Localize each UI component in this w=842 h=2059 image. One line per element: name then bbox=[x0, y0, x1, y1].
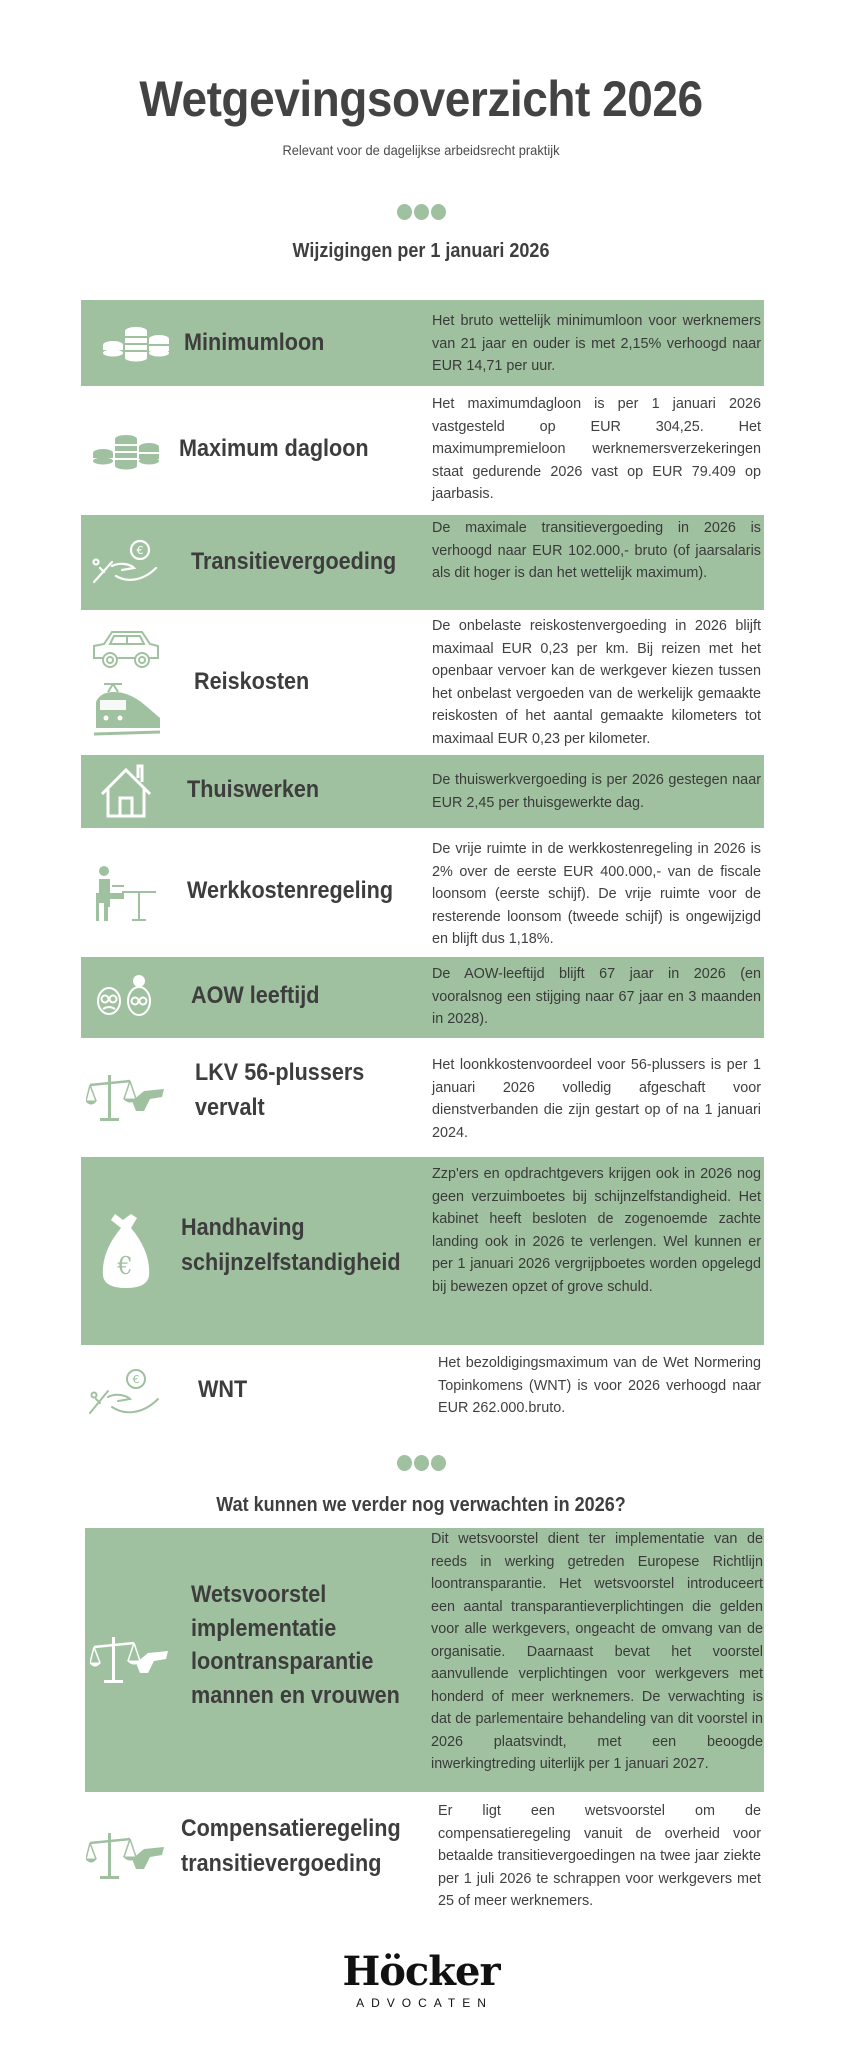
scales-hand-icon bbox=[85, 1528, 175, 1792]
item-reiskosten bbox=[81, 610, 764, 755]
train-icon bbox=[90, 682, 162, 738]
car-train-icon bbox=[81, 610, 171, 755]
car-icon bbox=[90, 628, 162, 670]
hand-coin-icon bbox=[81, 1345, 171, 1440]
page-subtitle: Relevant voor de dagelijkse arbeidsrecht praktijk bbox=[282, 142, 560, 158]
item-title: Transitievergoeding bbox=[191, 548, 397, 575]
divider-dots bbox=[0, 1455, 842, 1471]
item-title: Wetsvoorstel implementatie loontransparantie mannen en vrouwen bbox=[191, 1581, 400, 1709]
item-title: Compensatieregeling transitievergoeding bbox=[181, 1815, 401, 1877]
item-wnt bbox=[81, 1345, 764, 1440]
dot-icon bbox=[431, 204, 446, 220]
dot-icon bbox=[397, 1455, 412, 1471]
item-description: Het bezoldigingsmaximum van de Wet Normering Topinkomens (WNT) is voor 2026 verhoogd naar EUR 262.000.bruto. bbox=[438, 1355, 761, 1416]
section-heading-changes: Wijzigingen per 1 januari 2026 bbox=[292, 240, 550, 262]
house-icon bbox=[81, 755, 171, 828]
item-description: Het maximumdagloon is per 1 januari 2026 vastgesteld op EUR 304,25. Het maximumpremieloon werknemersverzekeringen staat gedurende 2026 vast op EUR 79.409 op jaarbasis. bbox=[432, 396, 761, 502]
dot-icon bbox=[414, 1455, 429, 1471]
svg-text:€: € bbox=[132, 1372, 140, 1386]
item-description: De AOW-leeftijd blijft 67 jaar in 2026 (en vooralsnog een stijging naar 67 jaar en 3 maanden in 2028). bbox=[432, 966, 761, 1027]
item-description: De vrije ruimte in de werkkostenregeling in 2026 is 2% over de eerste EUR 400.000,- van de fiscale loonsom (eerste schijf). De vrije ruimte voor de resterende loonsom (tweede schijf) is ongewijzigd en blijft dus 1,18%. bbox=[432, 841, 761, 947]
item-description: Het bruto wettelijk minimumloon voor werknemers van 21 jaar en ouder is met 2,15% verhoogd naar EUR 14,71 per uur. bbox=[432, 313, 761, 374]
dot-icon bbox=[414, 204, 429, 220]
item-description: Er ligt een wetsvoorstel om de compensatieregeling vanuit de overheid voor betaalde transitievergoedingen na twee jaar ziekte per 1 juli 2026 te schrappen voor werkgevers met 25 of meer werknemers. bbox=[438, 1803, 761, 1909]
item-description: Het loonkkostenvoordeel voor 56-plussers is per 1 januari 2026 volledig afgeschaft voor dienstverbanden die zijn gestart op of na 1 januari 2024. bbox=[432, 1057, 761, 1141]
coins-icon bbox=[91, 300, 181, 386]
item-title: Handhaving schijnzelfstandigheid bbox=[181, 1214, 401, 1276]
scales-hand-icon bbox=[81, 1792, 171, 1920]
divider-dots bbox=[0, 204, 842, 220]
item-title: Maximum dagloon bbox=[179, 435, 369, 462]
item-wetsvoorstel-loontransparantie bbox=[85, 1528, 764, 1792]
desk-worker-icon bbox=[81, 828, 171, 957]
item-minimumloon bbox=[81, 300, 764, 386]
item-title: LKV 56-plussers vervalt bbox=[195, 1059, 365, 1121]
item-description: Zzp'ers en opdrachtgevers krijgen ook in 2026 nog geen verzuimboetes bij schijnzelfstandigheid. Het kabinet heeft besloten de zogenoemde zachte landing ook in 2026 te verlengen. Wel kunnen er per 1 januari 2026 vergrijpboetes worden opgelegd bij bewezen opzet of grove schuld. bbox=[432, 1166, 761, 1295]
svg-text:€: € bbox=[117, 1252, 133, 1280]
logo-name: Höcker bbox=[342, 1948, 500, 1995]
item-transitievergoeding bbox=[81, 515, 764, 610]
item-description: De maximale transitievergoeding in 2026 is verhoogd naar EUR 102.000,- bruto (of jaarsalaris als dit hoger is dan het wettelijk maximum). bbox=[432, 520, 761, 581]
item-description: Dit wetsvoorstel dient ter implementatie van de reeds in werking getreden Europese Richtlijn loontransparantie. Het wetsvoorstel introduceert een aantal transparantieverplichtingen die gelden voor alle werkgevers, ongeacht de omvang van de organisatie. Daarnaast bevat het voorstel aanvullende verplichtingen voor werkgevers met honderd of meer werknemers. De verwachting is dat de parlementaire behandeling van dit voorstel in 2026 plaatsvindt, met een beoogde inwerkingtreding uiterlijk per 1 januari 2027. bbox=[431, 1531, 763, 1772]
item-title: Reiskosten bbox=[194, 668, 310, 695]
item-description: De thuiswerkvergoeding is per 2026 gestegen naar EUR 2,45 per thuisgewerkte dag. bbox=[432, 772, 761, 811]
hocker-logo bbox=[0, 1948, 842, 2010]
item-title: Minimumloon bbox=[184, 329, 325, 356]
item-werkkostenregeling bbox=[81, 828, 764, 957]
money-bag-euro-icon bbox=[81, 1157, 171, 1345]
dot-icon bbox=[431, 1455, 446, 1471]
item-title: AOW leeftijd bbox=[191, 982, 320, 1009]
item-aow-leeftijd bbox=[81, 957, 764, 1038]
elderly-couple-icon bbox=[81, 957, 171, 1038]
item-title: WNT bbox=[198, 1376, 248, 1403]
logo-subtitle: ADVOCATEN bbox=[356, 1996, 493, 2010]
item-description: De onbelaste reiskostenvergoeding in 2026 blijft maximaal EUR 0,23 per km. Bij reizen met het openbaar vervoer kan de werkgever kiezen tussen het onbelast vergoeden van de werkelijk gemaakte reiskosten of het aantal gemaakte kilometers tot maximaal EUR 0,23 per kilometer. bbox=[432, 618, 761, 747]
item-compensatieregeling-transitievergoeding bbox=[81, 1792, 764, 1920]
hand-coin-icon bbox=[81, 515, 171, 610]
item-handhaving-schijnzelfstandigheid bbox=[81, 1157, 764, 1345]
scales-hand-icon bbox=[81, 1038, 171, 1157]
item-title: Werkkostenregeling bbox=[187, 877, 394, 904]
coins-icon bbox=[81, 386, 171, 515]
svg-text:€: € bbox=[136, 543, 144, 557]
section-heading-expectations: Wat kunnen we verder nog verwachten in 2026? bbox=[216, 1494, 626, 1516]
item-maximum-dagloon bbox=[81, 386, 764, 515]
item-title: Thuiswerken bbox=[187, 776, 320, 803]
item-thuiswerken bbox=[81, 755, 764, 828]
dot-icon bbox=[397, 204, 412, 220]
item-lkv-56-plussers bbox=[81, 1038, 764, 1157]
page-title: Wetgevingsoverzicht 2026 bbox=[139, 71, 703, 127]
